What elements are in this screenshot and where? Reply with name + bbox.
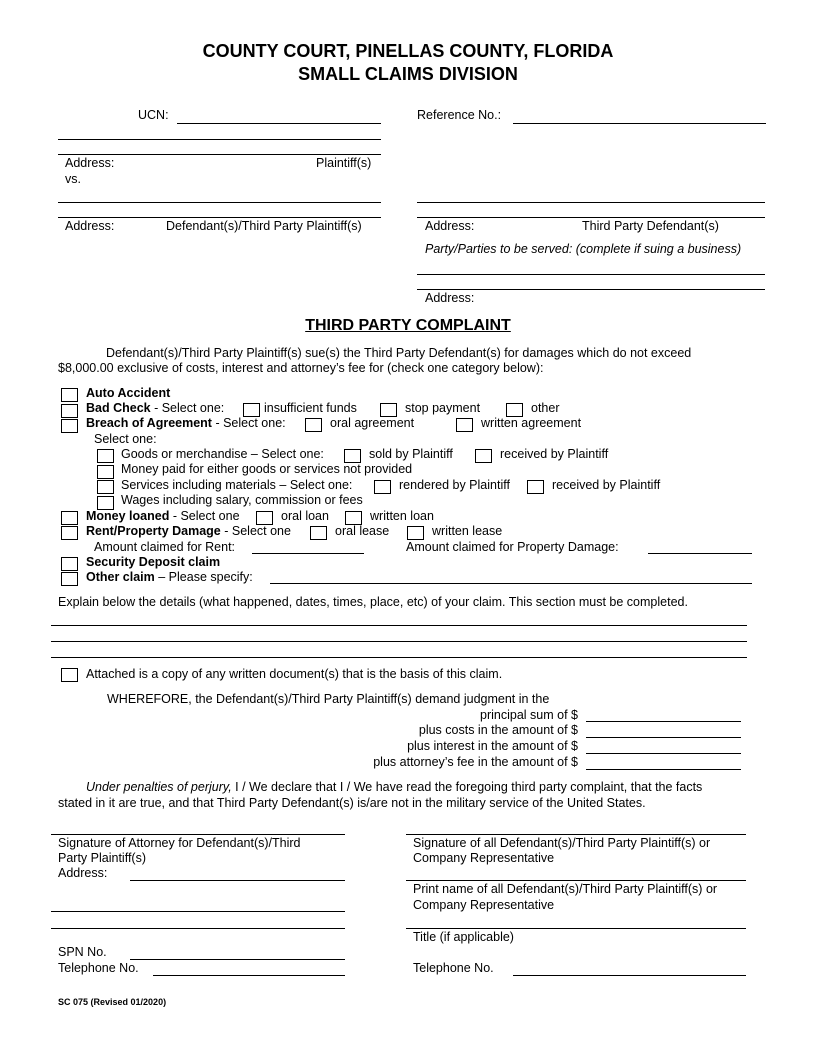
defendant-name-line-1[interactable] — [58, 202, 381, 203]
principal-field[interactable] — [586, 721, 741, 722]
interest-label: plus interest in the amount of $ — [407, 739, 578, 753]
money-loaned-select: - Select one — [169, 509, 240, 523]
breach-checkbox[interactable] — [61, 419, 78, 433]
sold-by-plaintiff-checkbox[interactable] — [344, 449, 361, 463]
attorney-fee-label: plus attorney’s fee in the amount of $ — [373, 755, 578, 769]
written-loan-checkbox[interactable] — [345, 511, 362, 525]
rendered-by-plaintiff-label: rendered by Plaintiff — [399, 478, 510, 492]
other-claim-field[interactable] — [270, 583, 752, 584]
ucn-field[interactable] — [177, 123, 381, 124]
defendants-signature-line[interactable] — [406, 834, 746, 835]
attorney-address-line-3[interactable] — [51, 928, 345, 929]
attorney-address-line-2[interactable] — [51, 911, 345, 912]
written-agreement-label: written agreement — [481, 416, 582, 430]
declaration-text-1: I / We declare that I / We have read the foregoing third party complaint, that the facts — [231, 780, 703, 794]
reference-field[interactable] — [513, 123, 766, 124]
costs-field[interactable] — [586, 737, 741, 738]
defendant-label: Defendant(s)/Third Party Plaintiff(s) — [166, 219, 362, 233]
other-checkbox[interactable] — [506, 403, 523, 417]
form-id: SC 075 (Revised 01/2020) — [58, 997, 167, 1007]
breach-row — [86, 416, 286, 430]
plaintiff-name-line-1[interactable] — [58, 139, 381, 140]
telephone-left-label: Telephone No. — [58, 961, 139, 975]
oral-agreement-checkbox[interactable] — [305, 418, 322, 432]
attached-checkbox[interactable] — [61, 668, 78, 682]
stop-payment-checkbox[interactable] — [380, 403, 397, 417]
attorney-address-label: Address: — [58, 866, 108, 880]
rent-checkbox[interactable] — [61, 526, 78, 540]
rendered-by-plaintiff-checkbox[interactable] — [374, 480, 391, 494]
oral-lease-label: oral lease — [335, 524, 390, 538]
plaintiff-name-line-2[interactable] — [58, 154, 381, 155]
declaration-line-2: stated in it are true, and that Third Party Defendant(s) is/are not in the military service of the United States. — [58, 796, 646, 810]
third-party-name-line-2[interactable] — [417, 217, 765, 218]
auto-accident-checkbox[interactable] — [61, 388, 78, 402]
defendant-name-line-2[interactable] — [58, 217, 381, 218]
goods-label: Goods or merchandise – Select one: — [121, 447, 324, 461]
attorney-fee-field[interactable] — [586, 769, 741, 770]
services-label: Services including materials – Select one: — [121, 478, 353, 492]
received-by-plaintiff-2-checkbox[interactable] — [527, 480, 544, 494]
title-label: Title (if applicable) — [413, 930, 514, 944]
details-line-2[interactable] — [51, 641, 747, 642]
money-paid-checkbox[interactable] — [97, 465, 114, 479]
spn-label: SPN No. — [58, 945, 107, 959]
security-deposit-checkbox[interactable] — [61, 557, 78, 571]
received-by-plaintiff-label: received by Plaintiff — [500, 447, 609, 461]
court-title: COUNTY COURT, PINELLAS COUNTY, FLORIDA — [202, 41, 614, 61]
telephone-left-field[interactable] — [153, 975, 345, 976]
money-loaned-label: Money loaned — [86, 509, 170, 523]
intro-line-1: Defendant(s)/Third Party Plaintiff(s) sue(s) the Third Party Defendant(s) for damages which do not exceed — [106, 346, 692, 360]
perjury-phrase: Under penalties of perjury, — [86, 780, 232, 794]
division-title: SMALL CLAIMS DIVISION — [298, 64, 518, 84]
breach-label: Breach of Agreement — [86, 416, 212, 430]
other-claim-row — [86, 570, 253, 584]
third-party-name-line-1[interactable] — [417, 202, 765, 203]
served-address-label: Address: — [425, 291, 475, 305]
amount-property-field[interactable] — [648, 553, 752, 554]
bad-check-row — [86, 401, 224, 415]
oral-loan-checkbox[interactable] — [256, 511, 273, 525]
security-deposit-label: Security Deposit claim — [86, 555, 221, 569]
received-by-plaintiff-2-label: received by Plaintiff — [552, 478, 661, 492]
select-one-label: Select one: — [94, 432, 157, 446]
written-agreement-checkbox[interactable] — [456, 418, 473, 432]
print-name-label-1: Print name of all Defendant(s)/Third Party Plaintiff(s) or — [413, 882, 718, 896]
attorney-signature-label-2: Party Plaintiff(s) — [58, 851, 146, 865]
declaration-line-1 — [86, 780, 702, 794]
details-line-1[interactable] — [51, 625, 747, 626]
written-lease-label: written lease — [432, 524, 503, 538]
sold-by-plaintiff-label: sold by Plaintiff — [369, 447, 453, 461]
stop-payment-label: stop payment — [405, 401, 481, 415]
money-loaned-row — [86, 509, 240, 523]
attached-label: Attached is a copy of any written document(s) that is the basis of this claim. — [86, 667, 503, 681]
wherefore-line: WHEREFORE, the Defendant(s)/Third Party Plaintiff(s) demand judgment in the — [107, 692, 550, 706]
received-by-plaintiff-checkbox[interactable] — [475, 449, 492, 463]
vs-label: vs. — [65, 172, 81, 186]
rent-row — [86, 524, 291, 538]
money-paid-label: Money paid for either goods or services not provided — [121, 462, 413, 476]
plaintiff-address-label: Address: — [65, 156, 115, 170]
served-line-2[interactable] — [417, 289, 765, 290]
oral-loan-label: oral loan — [281, 509, 329, 523]
costs-label: plus costs in the amount of $ — [418, 723, 578, 737]
goods-checkbox[interactable] — [97, 449, 114, 463]
third-party-label: Third Party Defendant(s) — [582, 219, 719, 233]
rent-select: - Select one — [220, 524, 291, 538]
amount-rent-label: Amount claimed for Rent: — [94, 540, 236, 554]
attorney-signature-label-1: Signature of Attorney for Defendant(s)/Third — [58, 836, 301, 850]
written-loan-label: written loan — [370, 509, 434, 523]
interest-field[interactable] — [586, 753, 741, 754]
other-claim-checkbox[interactable] — [61, 572, 78, 586]
defendants-signature-label-1: Signature of all Defendant(s)/Third Party Plaintiff(s) or — [413, 836, 711, 850]
principal-label: principal sum of $ — [480, 708, 578, 722]
explain-label: Explain below the details (what happened, dates, times, place, etc) of your claim. This section must be completed. — [58, 595, 688, 609]
complaint-heading: THIRD PARTY COMPLAINT — [305, 317, 511, 334]
print-name-label-2: Company Representative — [413, 898, 555, 912]
oral-agreement-label: oral agreement — [330, 416, 415, 430]
details-line-3[interactable] — [51, 657, 747, 658]
title-line[interactable] — [406, 928, 746, 929]
bad-check-checkbox[interactable] — [61, 404, 78, 418]
insufficient-funds-checkbox[interactable] — [243, 403, 260, 417]
telephone-right-label: Telephone No. — [413, 961, 494, 975]
parties-served-note: Party/Parties to be served: (complete if suing a business) — [425, 242, 742, 256]
services-checkbox[interactable] — [97, 480, 114, 494]
other-claim-specify: – Please specify: — [154, 570, 253, 584]
oral-lease-checkbox[interactable] — [310, 526, 327, 540]
third-party-address-label: Address: — [425, 219, 475, 233]
print-name-line[interactable] — [406, 880, 746, 881]
defendant-address-label: Address: — [65, 219, 115, 233]
wages-checkbox[interactable] — [97, 496, 114, 510]
bad-check-select: - Select one: — [150, 401, 225, 415]
breach-select: - Select one: — [211, 416, 286, 430]
plaintiff-label: Plaintiff(s) — [316, 156, 372, 170]
defendants-signature-label-2: Company Representative — [413, 851, 555, 865]
served-line-1[interactable] — [417, 274, 765, 275]
spn-field[interactable] — [130, 959, 345, 960]
other-label: other — [531, 401, 560, 415]
amount-rent-field[interactable] — [252, 553, 364, 554]
telephone-right-field[interactable] — [513, 975, 746, 976]
other-claim-label: Other claim — [86, 570, 155, 584]
ucn-label: UCN: — [138, 108, 169, 122]
bad-check-label: Bad Check — [86, 401, 151, 415]
written-lease-checkbox[interactable] — [407, 526, 424, 540]
attorney-address-field[interactable] — [130, 880, 345, 881]
wages-label: Wages including salary, commission or fees — [121, 493, 363, 507]
rent-label: Rent/Property Damage — [86, 524, 221, 538]
attorney-signature-line[interactable] — [51, 834, 345, 835]
reference-label: Reference No.: — [417, 108, 502, 122]
money-loaned-checkbox[interactable] — [61, 511, 78, 525]
insufficient-funds-label: insufficient funds — [264, 401, 357, 415]
intro-line-2: $8,000.00 exclusive of costs, interest and attorney’s fee for (check one category below): — [58, 361, 544, 375]
amount-property-label: Amount claimed for Property Damage: — [406, 540, 619, 554]
auto-accident-label: Auto Accident — [86, 386, 171, 400]
